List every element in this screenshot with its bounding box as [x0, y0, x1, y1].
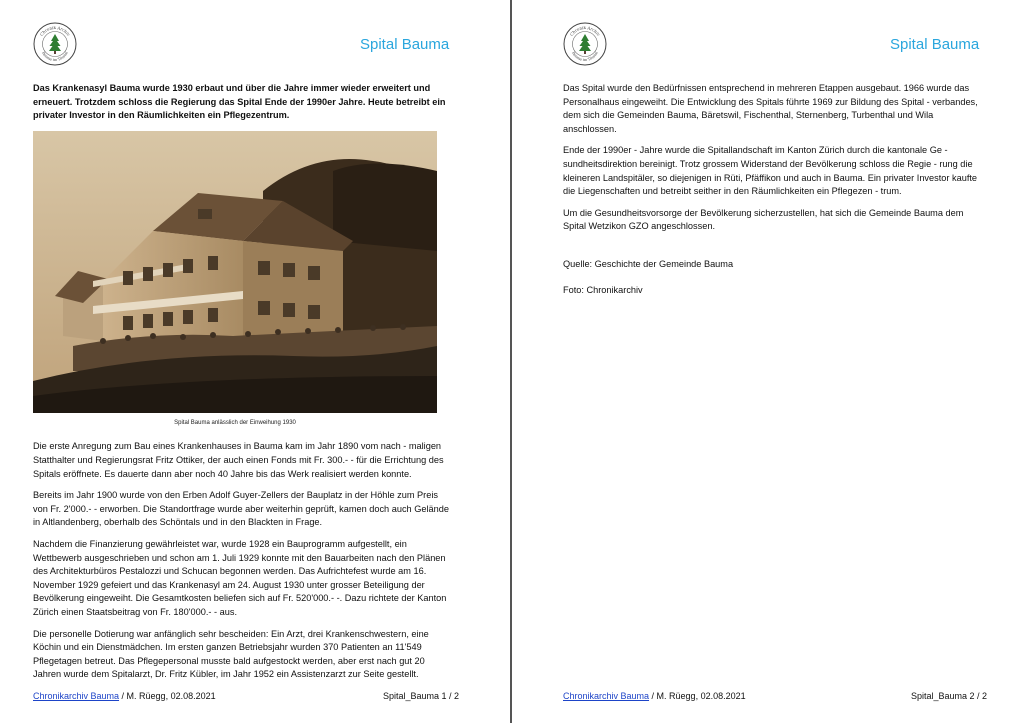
paragraph-3: Um die Gesundheitsvorsorge der Bevölkerung sicherzustellen, hat sich die Gemeinde Bauma dem Spital Wetzikon GZO angeschlossen. [563, 207, 964, 232]
paragraph-2: Ende der 1990er - Jahre wurde die Spitallandschaft im Kanton Zürich durch die kantonale Ge - sundheitsdirektion bereinigt. Trotz grossem Widerstand der Bevölkerung schloss die Regie - rung die kleineren Landspitäler, so diejenigen in Rüti, Pfäffikon und auch in Bauma. Ein privater Investor kaufte die Liegenschaften und betreibt seither in den Räumlichkeiten ein Pflegezen - trum. [563, 145, 978, 197]
svg-text:Bauma im Tösstal: Bauma im Tösstal [41, 51, 69, 63]
page-divider [510, 0, 512, 723]
footer-left [33, 691, 216, 701]
source-line: Quelle: Geschichte der Gemeinde Bauma [563, 258, 734, 269]
page-title: Spital Bauma [890, 36, 980, 53]
page-number: Spital_Bauma 2 / 2 [911, 691, 988, 701]
footer-author: / M. Rüegg, 02.08.2021 [119, 691, 216, 701]
intro-paragraph: Das Krankenasyl Bauma wurde 1930 erbaut und über die Jahre immer wieder erweitert und erneuert. Trotzdem schloss die Regierung das Spital Ende der 1990er Jahre. Heute betreibt ein privater Investor in den Räumlichkeiten ein Pflegezentrum. [33, 83, 446, 121]
svg-text:Chronik Archiv: Chronik Archiv [568, 24, 602, 37]
document-page-1 [0, 0, 511, 723]
photo-caption: Spital Bauma anlässlich der Einweihung 1930 [174, 419, 296, 426]
hospital-photo [33, 131, 437, 413]
paragraph-3: Nachdem die Finanzierung gewährleistet war, wurde 1928 ein Bauprogramm aufgestellt, ein Wettbewerb ausgeschrieben und schon am 1. Juli 1929 konnte mit den Bauarbeiten nach den Plänen des Architekturbüros Pestalozzi und Schucan begonnen werden. Das Aufrichtefest wurde am 16. November 1929 gefeiert und das Krankenasyl am 24. August 1930 unter grosser Beteiligung der Bevölkerung eingeweiht. Die Gesamtkosten beliefen sich auf Fr. 520'000.- -. Dazu richtete der Kanton Zürich einen Staatsbeitrag von Fr. 180'000.- - aus. [33, 538, 447, 617]
paragraph-2: Bereits im Jahr 1900 wurde von den Erben Adolf Guyer-Zellers der Bauplatz in der Höhle zum Preis von Fr. 2'000.- - erworben. Die Standortfrage wurde aber weiterhin geprüft, kamen doch auch Gelände in Altlandenberg, oberhalb des Schöntals und in den Blackten in Frage. [33, 490, 449, 528]
footer-author: / M. Rüegg, 02.08.2021 [649, 691, 746, 701]
paragraph-4: Die personelle Dotierung war anfänglich sehr bescheiden: Ein Arzt, drei Krankenschwestern, eine Köchin und ein Dienstmädchen. Im ersten ganzen Betriebsjahr wurden 370 Patienten an 11'549 Pflegetagen betreut. Das Pflegepersonal musste bald aufgestockt werden, aber erst nach gut 20 Jahren wurde dem Spitalarzt, Dr. Fritz Kübler, im Jahr 1952 ein Assistenzarzt zur Seite gestellt. [33, 628, 429, 680]
chronikarchiv-link[interactable]: Chronikarchiv Bauma [563, 691, 650, 701]
photo-credit: Foto: Chronikarchiv [563, 284, 643, 295]
page-title: Spital Bauma [360, 36, 450, 53]
paragraph-1: Das Spital wurde den Bedürfnissen entsprechend in mehreren Etappen ausgebaut. 1966 wurde das Personalhaus eingeweiht. Die Entwicklung des Spitals führte 1969 zur Bildung des Spital - verbandes, dem sich die Gemeinden Bauma, Bäretswil, Fischenthal, Sternenberg, Turbenthal und Wila anschlossen. [563, 83, 978, 134]
svg-text:Chronik Archiv: Chronik Archiv [38, 24, 72, 37]
chronikarchiv-link[interactable]: Chronikarchiv Bauma [33, 691, 120, 701]
page-content [563, 82, 983, 305]
footer-left [563, 691, 746, 701]
page-content [33, 82, 453, 690]
chronik-seal-icon [33, 22, 77, 66]
chronik-seal-icon [563, 22, 607, 66]
paragraph-1: Die erste Anregung zum Bau eines Krankenhauses in Bauma kam im Jahr 1890 vom nach - maligen Statthalter und Regierungsrat Fritz Ottiker, der auch einen Fonds mit Fr. 300.- - für die Errichtung des Spitals eröffnete. Es dauerte dann aber noch 40 Jahre bis das Werk realisiert werden konnte. [33, 441, 444, 479]
document-page-2 [513, 0, 1024, 723]
svg-text:Bauma im Tösstal: Bauma im Tösstal [571, 51, 599, 63]
page-number: Spital_Bauma 1 / 2 [383, 691, 460, 701]
